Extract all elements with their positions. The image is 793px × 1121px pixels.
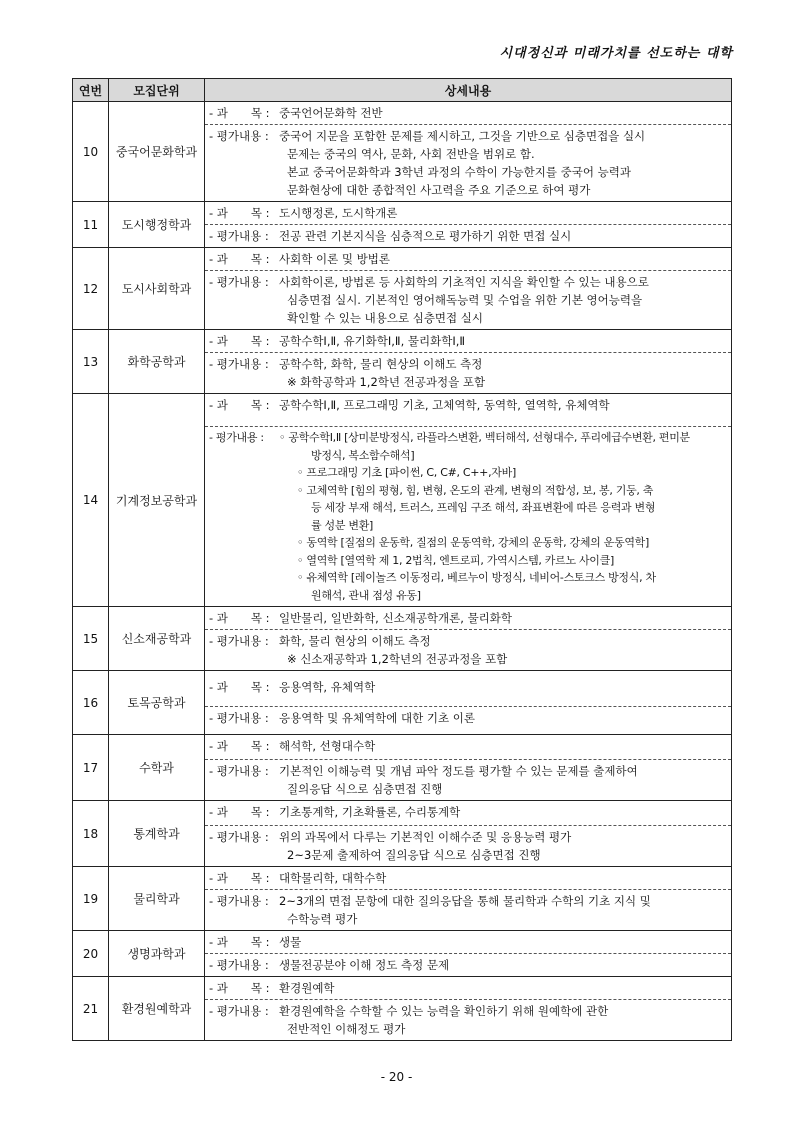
evaluation-block (205, 271, 731, 329)
detail-cell (205, 867, 732, 931)
row-number: 15 (73, 607, 109, 671)
recruitment-unit: 통계학과 (109, 801, 205, 867)
evaluation-line (209, 1002, 727, 1020)
admission-table (72, 78, 732, 1041)
subject-line (209, 803, 727, 821)
evaluation-text: ◦ 유체역학 [레이놀즈 이동정리, 베르누이 방정식, 네비어-스토크스 방정식, 차 (297, 571, 656, 584)
evaluation-line (209, 534, 727, 552)
evaluation-text: 사회학이론, 방법론 등 사회학의 기초적인 지식을 확인할 수 있는 내용으로 (279, 275, 649, 289)
subject-line (209, 737, 727, 755)
evaluation-label: - 평가내용 : (209, 634, 269, 648)
evaluation-line (209, 762, 727, 780)
subject-label: - 과 목 : (209, 252, 270, 266)
table-row (73, 330, 732, 394)
subject-text: 응용역학, 유체역학 (279, 680, 376, 694)
recruitment-unit: 도시사회학과 (109, 248, 205, 330)
evaluation-text: ◦ 공학수학Ⅰ,Ⅱ [상미분방정식, 라플라스변환, 벡터해석, 선형대수, 푸리에급수변환, 편미분 (279, 431, 690, 444)
subject-line (209, 609, 727, 627)
evaluation-text: 질의응답 식으로 심층면접 진행 (287, 782, 443, 796)
subject-block (205, 931, 731, 954)
evaluation-line (209, 846, 727, 864)
evaluation-block (205, 1000, 731, 1040)
evaluation-text: 2~3개의 면접 문항에 대한 질의응답을 통해 물리학과 수학의 기초 지식 및 (279, 894, 651, 908)
evaluation-line (209, 499, 727, 517)
subject-label: - 과 목 : (209, 739, 270, 753)
evaluation-line (209, 181, 727, 199)
evaluation-block (205, 630, 731, 670)
subject-text: 해석학, 선형대수학 (279, 739, 376, 753)
subject-text: 도시행정론, 도시학개론 (279, 206, 398, 220)
subject-text: 공학수학Ⅰ,Ⅱ, 프로그래밍 기초, 고체역학, 동역학, 열역학, 유체역학 (279, 398, 610, 412)
table-row (73, 102, 732, 202)
evaluation-line (209, 910, 727, 928)
row-number: 17 (73, 735, 109, 801)
evaluation-block (205, 225, 731, 247)
subject-label: - 과 목 : (209, 680, 270, 694)
evaluation-block (205, 954, 731, 976)
table-row (73, 248, 732, 330)
evaluation-line (209, 145, 727, 163)
evaluation-text: ◦ 프로그래밍 기초 [파이썬, C, C#, C++,자바] (297, 466, 516, 479)
evaluation-text: ※ 신소재공학과 1,2학년의 전공과정을 포함 (287, 652, 508, 666)
subject-block (205, 248, 731, 271)
evaluation-text: ※ 화학공학과 1,2학년 전공과정을 포함 (287, 375, 486, 389)
table-row (73, 607, 732, 671)
detail-cell (205, 801, 732, 867)
evaluation-text: 원해석, 관내 점성 유동] (311, 588, 421, 602)
table-header-row (73, 79, 732, 102)
evaluation-line (209, 309, 727, 327)
evaluation-label: - 평가내용 : (209, 764, 269, 778)
detail-cell (205, 394, 732, 607)
evaluation-text: 응용역학 및 유체역학에 대한 기초 이론 (279, 711, 476, 725)
evaluation-block (205, 826, 731, 866)
row-number: 18 (73, 801, 109, 867)
evaluation-text: 률 성분 변환] (311, 518, 374, 532)
evaluation-label: - 평가내용 : (209, 275, 269, 289)
table-row (73, 394, 732, 607)
evaluation-text: 문화현상에 대한 종합적인 사고력을 주요 기준으로 하여 평가 (287, 183, 591, 197)
header-slogan: 시대정신과 미래가치를 선도하는 대학 (499, 46, 733, 61)
subject-label: - 과 목 : (209, 935, 270, 949)
row-number: 13 (73, 330, 109, 394)
evaluation-block (205, 427, 731, 606)
row-number: 14 (73, 394, 109, 607)
evaluation-block (205, 353, 731, 393)
detail-cell (205, 977, 732, 1041)
evaluation-text: 본교 중국어문화학과 3학년 과정의 수학이 가능한지를 중국어 능력과 (287, 165, 631, 179)
evaluation-text: ◦ 동역학 [질점의 운동학, 질점의 운동역학, 강체의 운동학, 강체의 운동역학] (297, 536, 649, 549)
evaluation-text: 방정식, 복소함수해석] (311, 448, 415, 462)
recruitment-unit: 수학과 (109, 735, 205, 801)
evaluation-line (209, 552, 727, 570)
evaluation-line (209, 587, 727, 605)
evaluation-text: 기본적인 이해능력 및 개념 파악 정도를 평가할 수 있는 문제를 출제하여 (279, 764, 638, 778)
subject-line (209, 250, 727, 268)
evaluation-label: - 평가내용 : (209, 357, 269, 371)
row-number: 10 (73, 102, 109, 202)
row-number: 21 (73, 977, 109, 1041)
table-row (73, 801, 732, 867)
evaluation-text: 수학능력 평가 (287, 912, 358, 926)
detail-cell (205, 330, 732, 394)
row-number: 16 (73, 671, 109, 735)
evaluation-line (209, 780, 727, 798)
evaluation-line (209, 650, 727, 668)
subject-line (209, 396, 727, 414)
page-number: - 20 - (380, 1070, 413, 1084)
evaluation-line (209, 709, 727, 727)
recruitment-unit: 환경원예학과 (109, 977, 205, 1041)
detail-cell (205, 202, 732, 248)
subject-text: 일반물리, 일반화학, 신소재공학개론, 물리화학 (279, 611, 513, 625)
evaluation-text: 공학수학, 화학, 물리 현상의 이해도 측정 (279, 357, 483, 371)
evaluation-block (205, 125, 731, 201)
evaluation-line (209, 464, 727, 482)
evaluation-text: 환경원예학을 수학할 수 있는 능력을 확인하기 위해 원예학에 관한 (279, 1004, 609, 1018)
evaluation-text: ◦ 열역학 [열역학 제 1, 2법칙, 엔트로피, 가역시스템, 카르노 사이클] (297, 553, 614, 567)
evaluation-label: - 평가내용 : (209, 894, 269, 908)
evaluation-label: - 평가내용 : (209, 958, 269, 972)
subject-line (209, 204, 727, 222)
subject-block (205, 676, 731, 707)
evaluation-label: - 평가내용 : (209, 1004, 269, 1018)
subject-text: 공학수학Ⅰ,Ⅱ, 유기화학Ⅰ,Ⅱ, 물리화학Ⅰ,Ⅱ (279, 334, 466, 348)
subject-line (209, 332, 727, 350)
evaluation-block (205, 890, 731, 930)
evaluation-text: 확인할 수 있는 내용으로 심층면접 실시 (287, 311, 484, 325)
table-row (73, 671, 732, 735)
evaluation-line (209, 355, 727, 373)
table-row (73, 977, 732, 1041)
subject-block (205, 394, 731, 427)
evaluation-line (209, 291, 727, 309)
table-body (73, 102, 732, 1041)
detail-cell (205, 671, 732, 735)
evaluation-label: - 평가내용 : (209, 711, 269, 725)
table-row (73, 735, 732, 801)
subject-line (209, 869, 727, 887)
evaluation-line (209, 163, 727, 181)
subject-label: - 과 목 : (209, 871, 270, 885)
evaluation-line (209, 1020, 727, 1038)
evaluation-line (209, 429, 727, 447)
subject-label: - 과 목 : (209, 805, 270, 819)
detail-cell (205, 248, 732, 330)
subject-block (205, 202, 731, 225)
recruitment-unit: 기계정보공학과 (109, 394, 205, 607)
detail-cell (205, 607, 732, 671)
subject-block (205, 330, 731, 353)
subject-label: - 과 목 : (209, 398, 270, 412)
evaluation-label: - 평가내용 : (209, 129, 269, 143)
recruitment-unit: 생명과학과 (109, 931, 205, 977)
evaluation-label: - 평가내용 : (209, 229, 269, 243)
subject-line (209, 678, 727, 696)
row-number: 12 (73, 248, 109, 330)
recruitment-unit: 도시행정학과 (109, 202, 205, 248)
evaluation-text: 문제는 중국의 역사, 문화, 사회 전반을 범위로 함. (287, 147, 535, 161)
evaluation-text: 심층면접 실시. 기본적인 영어해독능력 및 수업을 위한 기본 영어능력을 (287, 293, 643, 307)
table-row (73, 867, 732, 931)
recruitment-unit: 토목공학과 (109, 671, 205, 735)
evaluation-line (209, 482, 727, 500)
subject-text: 중국언어문화학 전반 (279, 106, 383, 120)
subject-text: 사회학 이론 및 방법론 (279, 252, 390, 266)
subject-block (205, 977, 731, 1000)
subject-text: 생물 (279, 935, 302, 949)
evaluation-line (209, 892, 727, 910)
evaluation-line (209, 127, 727, 145)
subject-block (205, 801, 731, 826)
recruitment-unit: 중국어문화학과 (109, 102, 205, 202)
table-row (73, 202, 732, 248)
subject-block (205, 867, 731, 890)
evaluation-text: 전공 관련 기본지식을 심층적으로 평가하기 위한 면접 실시 (279, 229, 572, 243)
detail-cell (205, 931, 732, 977)
evaluation-line (209, 273, 727, 291)
table-row (73, 931, 732, 977)
subject-text: 기초통계학, 기초확률론, 수리통계학 (279, 805, 461, 819)
evaluation-line (209, 227, 727, 245)
subject-label: - 과 목 : (209, 334, 270, 348)
evaluation-text: 생물전공분야 이해 정도 측정 문제 (279, 958, 450, 972)
evaluation-label: - 평가내용 : (209, 830, 269, 844)
recruitment-unit: 화학공학과 (109, 330, 205, 394)
col-header-detail: 상세내용 (205, 79, 732, 102)
subject-block (205, 102, 731, 125)
evaluation-block (205, 707, 731, 729)
detail-cell (205, 735, 732, 801)
detail-cell (205, 102, 732, 202)
row-number: 11 (73, 202, 109, 248)
subject-label: - 과 목 : (209, 106, 270, 120)
subject-block (205, 607, 731, 630)
subject-block (205, 735, 731, 760)
evaluation-block (205, 760, 731, 800)
evaluation-line (209, 569, 727, 587)
subject-line (209, 104, 727, 122)
evaluation-text: ◦ 고체역학 [힘의 평형, 힘, 변형, 온도의 관계, 변형의 적합성, 보, 봉, 기둥, 축 (297, 483, 654, 497)
recruitment-unit: 물리학과 (109, 867, 205, 931)
evaluation-text: 중국어 지문을 포함한 문제를 제시하고, 그것을 기반으로 심층면접을 실시 (279, 129, 646, 143)
subject-line (209, 979, 727, 997)
row-number: 20 (73, 931, 109, 977)
evaluation-line (209, 632, 727, 650)
row-number: 19 (73, 867, 109, 931)
evaluation-line (209, 517, 727, 535)
recruitment-unit: 신소재공학과 (109, 607, 205, 671)
evaluation-text: 전반적인 이해정도 평가 (287, 1022, 406, 1036)
evaluation-line (209, 956, 727, 974)
col-header-unit: 모집단위 (109, 79, 205, 102)
col-header-no: 연번 (73, 79, 109, 102)
evaluation-text: 화학, 물리 현상의 이해도 측정 (279, 634, 431, 648)
evaluation-text: 위의 과목에서 다루는 기본적인 이해수준 및 응용능력 평가 (279, 830, 572, 844)
subject-text: 환경원예학 (279, 981, 335, 995)
subject-label: - 과 목 : (209, 981, 270, 995)
evaluation-text: 등 세장 부재 해석, 트러스, 프레임 구조 해석, 좌표변환에 따른 응력과 변형 (311, 501, 656, 514)
evaluation-line (209, 447, 727, 465)
subject-line (209, 933, 727, 951)
evaluation-text: 2~3문제 출제하여 질의응답 식으로 심층면접 진행 (287, 848, 541, 862)
subject-label: - 과 목 : (209, 206, 270, 220)
evaluation-line (209, 373, 727, 391)
subject-text: 대학물리학, 대학수학 (279, 871, 387, 885)
evaluation-label: - 평가내용 : (209, 431, 264, 444)
subject-label: - 과 목 : (209, 611, 270, 625)
evaluation-line (209, 828, 727, 846)
